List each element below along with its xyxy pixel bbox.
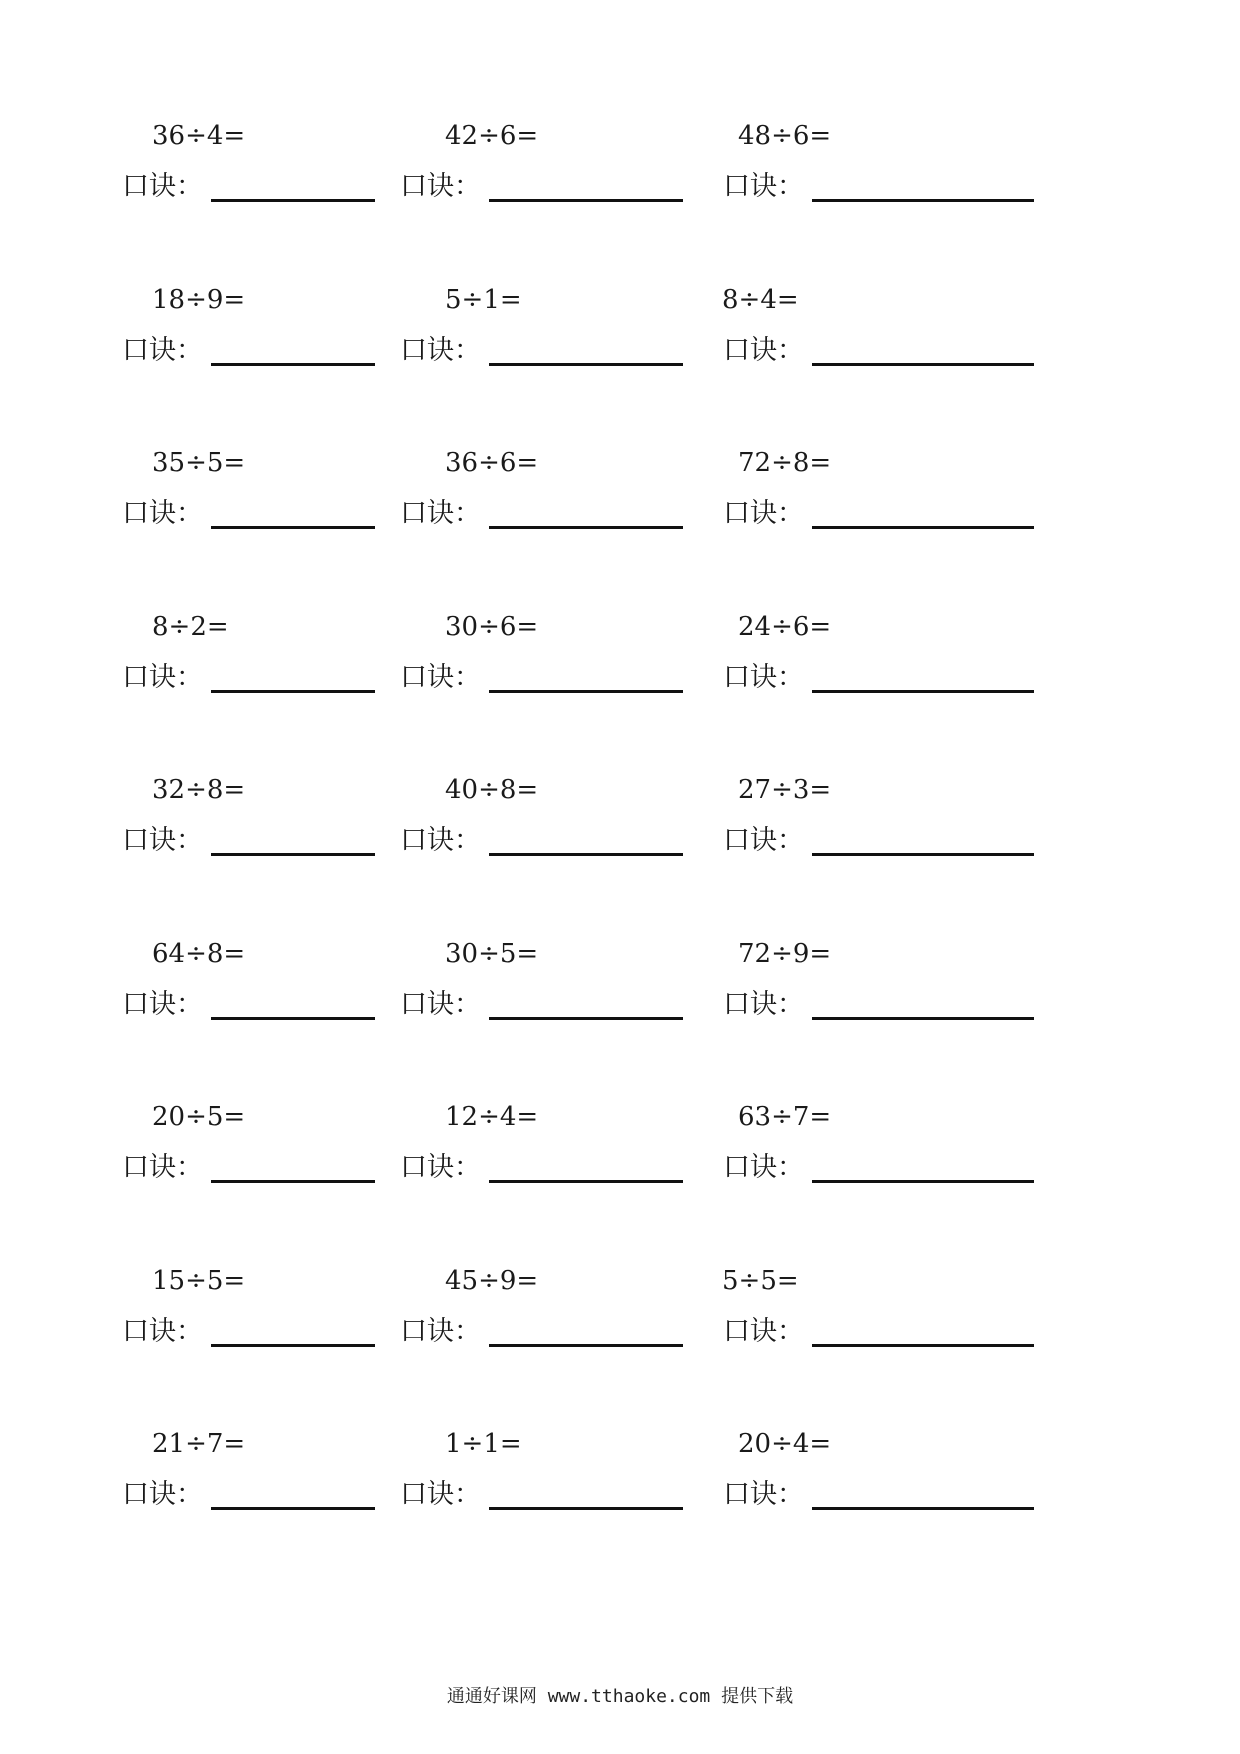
division-problem: 48÷6= [738,121,832,151]
recipe-label: 口诀： [723,1152,804,1183]
recipe-answer-row [723,982,1034,1022]
division-problem: 20÷4= [738,1429,832,1459]
recipe-answer-row [400,164,683,204]
answer-blank-line[interactable] [211,526,375,529]
recipe-answer-row [122,655,375,695]
recipe-answer-row [122,328,375,368]
answer-blank-line[interactable] [489,1180,683,1183]
division-problem: 36÷6= [445,448,539,478]
answer-blank-line[interactable] [812,363,1034,366]
recipe-label: 口诀： [122,334,203,366]
recipe-label: 口诀： [122,171,203,202]
division-problem: 8÷2= [152,611,229,642]
recipe-label: 口诀： [723,988,804,1020]
answer-blank-line[interactable] [489,1507,683,1510]
recipe-label: 口诀： [400,171,481,202]
division-problem: 18÷9= [152,284,246,315]
recipe-answer-row [122,164,375,204]
answer-blank-line[interactable] [211,1507,375,1510]
recipe-label: 口诀： [723,1315,804,1347]
recipe-label: 口诀： [723,171,804,202]
answer-blank-line[interactable] [211,690,375,693]
answer-blank-line[interactable] [211,853,375,856]
recipe-answer-row [723,818,1034,858]
recipe-label: 口诀： [400,1315,481,1347]
recipe-answer-row [723,1309,1034,1349]
recipe-label: 口诀： [400,498,481,529]
answer-blank-line[interactable] [211,1180,375,1183]
recipe-label: 口诀： [723,825,804,856]
division-problem: 36÷4= [152,121,246,151]
answer-blank-line[interactable] [211,1344,375,1347]
recipe-label: 口诀： [400,988,481,1020]
recipe-label: 口诀： [723,498,804,529]
recipe-answer-row [723,1145,1034,1185]
recipe-answer-row [400,818,683,858]
recipe-label: 口诀： [723,334,804,366]
division-problem: 63÷7= [738,1102,832,1132]
recipe-label: 口诀： [122,1152,203,1183]
footer-credit: 通通好课网 www.tthaoke.com 提供下载 [446,1686,794,1707]
recipe-answer-row [122,1145,375,1185]
division-problem: 24÷6= [738,611,832,642]
division-problem: 40÷8= [445,775,539,805]
division-problem: 1÷1= [445,1429,522,1459]
answer-blank-line[interactable] [489,1017,683,1020]
division-problem: 8÷4= [722,284,799,315]
answer-blank-line[interactable] [812,1507,1034,1510]
division-problem: 30÷5= [445,938,539,969]
answer-blank-line[interactable] [812,1344,1034,1347]
recipe-label: 口诀： [400,1152,481,1183]
recipe-answer-row [723,1472,1034,1512]
recipe-answer-row [122,1472,375,1512]
recipe-answer-row [723,164,1034,204]
recipe-label: 口诀： [400,825,481,856]
recipe-answer-row [122,491,375,531]
recipe-answer-row [400,1145,683,1185]
recipe-label: 口诀： [122,1315,203,1347]
recipe-label: 口诀： [723,661,804,693]
recipe-label: 口诀： [400,661,481,693]
division-problem: 42÷6= [445,121,539,151]
answer-blank-line[interactable] [489,199,683,202]
answer-blank-line[interactable] [211,363,375,366]
recipe-label: 口诀： [122,1479,203,1510]
recipe-answer-row [400,1472,683,1512]
answer-blank-line[interactable] [812,1180,1034,1183]
division-problem: 35÷5= [152,448,246,478]
division-problem: 21÷7= [152,1429,246,1459]
recipe-answer-row [400,491,683,531]
answer-blank-line[interactable] [489,526,683,529]
division-problem: 32÷8= [152,775,246,805]
recipe-label: 口诀： [400,334,481,366]
recipe-answer-row [122,818,375,858]
recipe-label: 口诀： [122,661,203,693]
division-problem: 20÷5= [152,1102,246,1132]
recipe-answer-row [400,328,683,368]
answer-blank-line[interactable] [489,853,683,856]
answer-blank-line[interactable] [211,1017,375,1020]
division-problem: 15÷5= [152,1265,246,1296]
answer-blank-line[interactable] [489,690,683,693]
division-problem: 72÷9= [738,938,832,969]
recipe-label: 口诀： [122,988,203,1020]
answer-blank-line[interactable] [489,363,683,366]
division-problem: 64÷8= [152,938,246,969]
division-problem: 27÷3= [738,775,832,805]
recipe-answer-row [400,1309,683,1349]
answer-blank-line[interactable] [812,199,1034,202]
answer-blank-line[interactable] [211,199,375,202]
recipe-label: 口诀： [723,1479,804,1510]
answer-blank-line[interactable] [812,1017,1034,1020]
recipe-answer-row [400,655,683,695]
answer-blank-line[interactable] [489,1344,683,1347]
recipe-answer-row [723,655,1034,695]
recipe-answer-row [400,982,683,1022]
division-problem: 30÷6= [445,611,539,642]
recipe-label: 口诀： [122,825,203,856]
recipe-answer-row [723,491,1034,531]
division-problem: 72÷8= [738,448,832,478]
division-problem: 5÷1= [445,284,522,315]
division-problem: 12÷4= [445,1102,539,1132]
recipe-answer-row [723,328,1034,368]
recipe-answer-row [122,982,375,1022]
answer-blank-line[interactable] [812,690,1034,693]
recipe-answer-row [122,1309,375,1349]
answer-blank-line[interactable] [812,526,1034,529]
recipe-label: 口诀： [122,498,203,529]
division-problem: 45÷9= [445,1265,539,1296]
recipe-label: 口诀： [400,1479,481,1510]
answer-blank-line[interactable] [812,853,1034,856]
division-problem: 5÷5= [722,1265,799,1296]
